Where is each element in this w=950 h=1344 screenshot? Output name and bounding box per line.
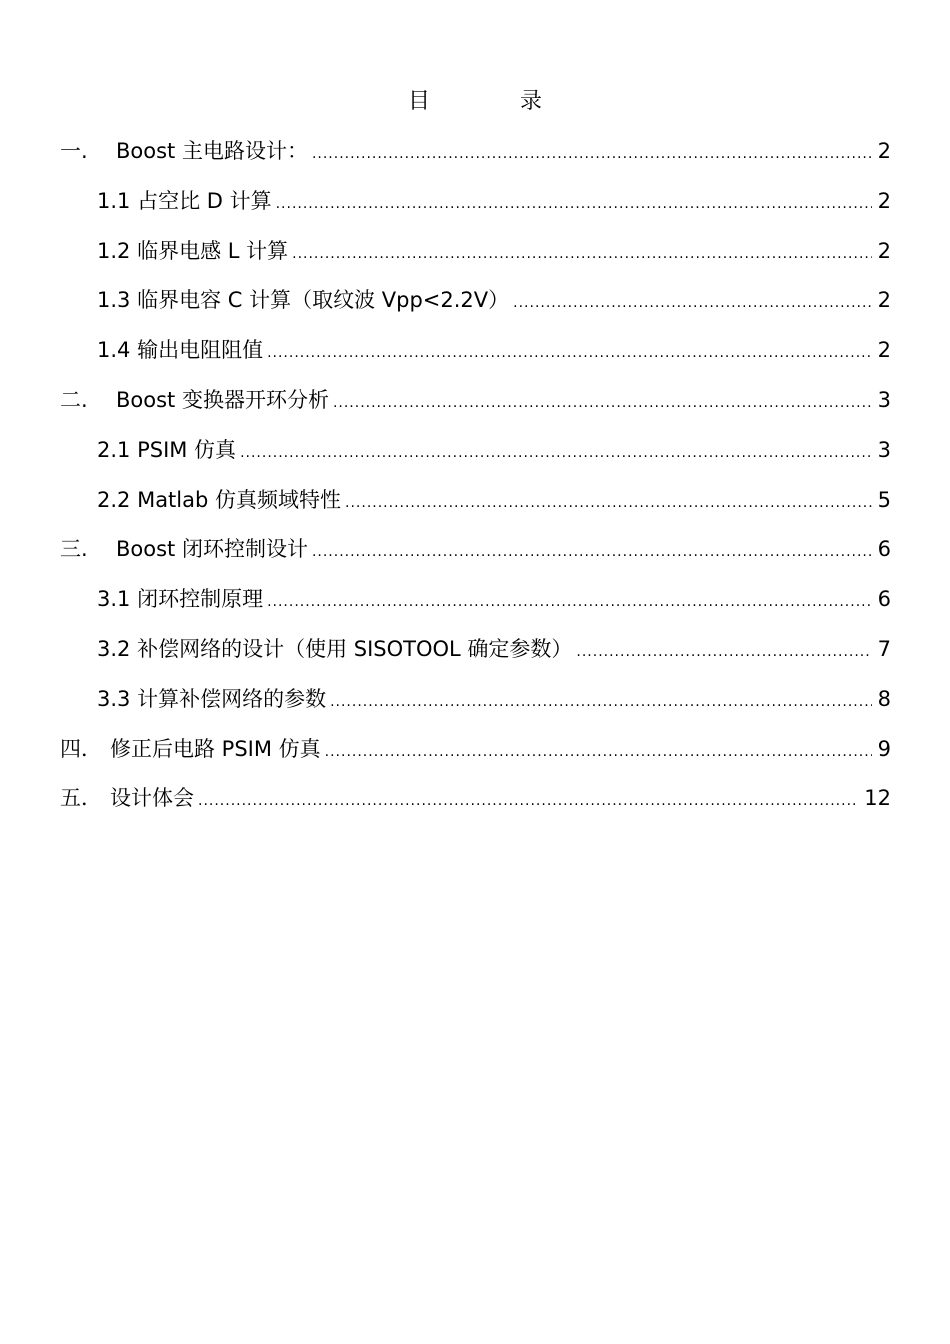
toc-entry-text: 3.3 计算补偿网络的参数	[97, 686, 327, 711]
toc-entry-5[interactable]	[0, 782, 950, 832]
toc-dot-leader	[312, 536, 872, 568]
toc-dot-leader	[513, 287, 871, 319]
toc-entry-page: 3	[877, 387, 891, 412]
toc-entry-3-2[interactable]	[0, 633, 950, 683]
toc-entry-2-2[interactable]	[0, 484, 950, 534]
toc-entry-number: 二.	[60, 387, 88, 412]
toc-dot-leader	[198, 785, 858, 817]
toc-entry-page: 5	[877, 487, 891, 512]
toc-entry-text: 2.1 PSIM 仿真	[97, 437, 237, 462]
toc-dot-leader	[276, 188, 872, 220]
toc-entry-page: 2	[877, 288, 891, 313]
toc-entry-text: 3.2 补偿网络的设计（使用 SISOTOOL 确定参数）	[97, 636, 573, 661]
toc-entry-2-1[interactable]	[0, 434, 950, 484]
toc-entry-text: 2.2 Matlab 仿真频域特性	[97, 487, 342, 512]
toc-dot-leader	[312, 138, 872, 170]
toc-entry-page: 9	[877, 736, 891, 761]
toc-entry-text: 1.4 输出电阻阻值	[97, 338, 264, 363]
toc-entry-page: 12	[864, 786, 891, 811]
toc-list	[0, 135, 950, 832]
toc-dot-leader	[576, 636, 871, 668]
toc-entry-text: Boost 变换器开环分析	[116, 387, 329, 412]
toc-entry-number: 一.	[60, 139, 88, 163]
toc-entry-page: 2	[877, 338, 891, 363]
toc-entry-page: 7	[877, 636, 891, 661]
toc-dot-leader	[267, 586, 872, 618]
toc-entry-text: 3.1 闭环控制原理	[97, 587, 264, 612]
toc-entry-text: Boost 闭环控制设计	[116, 537, 308, 562]
toc-entry-page: 2	[877, 188, 891, 213]
toc-entry-number: 五．	[60, 786, 102, 811]
toc-entry-page: 6	[877, 587, 891, 612]
toc-entry-3[interactable]	[0, 533, 950, 583]
toc-entry-3-3[interactable]	[0, 683, 950, 733]
toc-entry-1-3[interactable]	[0, 284, 950, 334]
toc-dot-leader	[333, 387, 872, 419]
toc-entry-text: Boost 主电路设计：	[116, 139, 308, 163]
toc-entry-number: 三.	[60, 537, 88, 562]
toc-entry-1-2[interactable]	[0, 235, 950, 285]
toc-dot-leader	[330, 686, 872, 718]
toc-entry-1[interactable]	[0, 135, 950, 185]
toc-entry-3-1[interactable]	[0, 583, 950, 633]
toc-entry-number: 四．	[60, 736, 102, 761]
toc-title: 目 录	[407, 89, 576, 114]
toc-dot-leader	[325, 736, 872, 768]
toc-entry-page: 2	[877, 238, 891, 263]
toc-entry-page: 3	[877, 437, 891, 462]
toc-entry-page: 6	[877, 537, 891, 562]
toc-entry-text: 1.1 占空比 D 计算	[97, 188, 272, 213]
toc-dot-leader	[292, 238, 872, 270]
toc-entry-2[interactable]	[0, 384, 950, 434]
toc-dot-leader	[240, 437, 872, 469]
toc-entry-text: 1.3 临界电容 C 计算（取纹波 Vpp<2.2V）	[97, 288, 510, 313]
toc-entry-1-4[interactable]	[0, 334, 950, 384]
toc-dot-leader	[267, 337, 872, 369]
toc-entry-text: 设计体会	[110, 786, 194, 811]
toc-entry-1-1[interactable]	[0, 185, 950, 235]
toc-entry-text: 修正后电路 PSIM 仿真	[110, 736, 321, 761]
toc-entry-4[interactable]	[0, 733, 950, 783]
toc-entry-page: 2	[877, 139, 891, 163]
toc-dot-leader	[345, 487, 872, 519]
toc-entry-text: 1.2 临界电感 L 计算	[97, 238, 289, 263]
toc-entry-page: 8	[877, 686, 891, 711]
